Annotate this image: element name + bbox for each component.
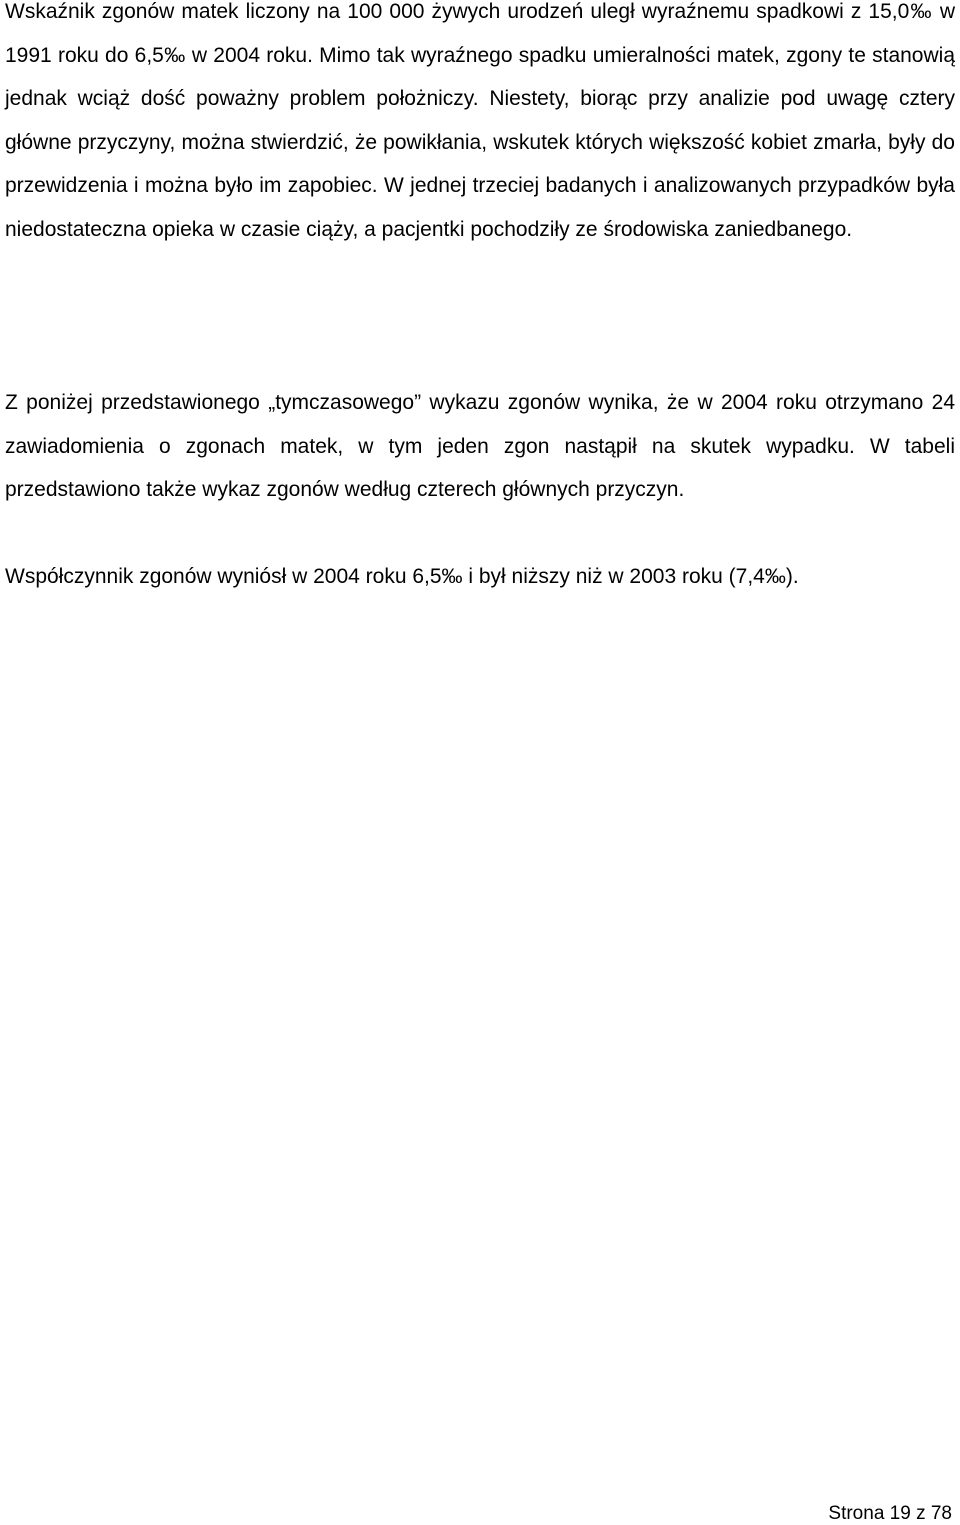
paragraph-maternal-mortality-rate: Wskaźnik zgonów matek liczony na 100 000 żywych urodzeń uległ wyraźnemu spadkowi z 15,0‰ w 1991 roku do 6,5‰ w 2004 roku. Mimo tak wyraźnego spadku umieralności matek, zgony te stanowią jednak wciąż dość poważny problem położniczy. Niestety, biorąc przy analizie pod uwagę cztery główne przyczyny, można stwierdzić, że powikłania, wskutek których większość kobiet zmarła, były do przewidzenia i można było im zapobiec. W jednej trzeciej badanych i analizowanych przypadków była niedostateczna opieka w czasie ciąży, a pacjentki pochodziły ze środowiska zaniedbanego. xyxy=(5,0,955,241)
page-number-footer: Strona 19 z 78 xyxy=(828,1503,952,1524)
paragraph-death-coefficient: Współczynnik zgonów wyniósł w 2004 roku 6,5‰ i był niższy niż w 2003 roku (7,4‰). xyxy=(5,565,799,588)
paragraph-provisional-death-list: Z poniżej przedstawionego „tymczasowego” wykazu zgonów wynika, że w 2004 roku otrzymano 24 zawiadomienia o zgonach matek, w tym jeden zgon nastąpił na skutek wypadku. W tabeli przedstawiono także wykaz zgonów według czterech głównych przyczyn. xyxy=(5,391,955,501)
